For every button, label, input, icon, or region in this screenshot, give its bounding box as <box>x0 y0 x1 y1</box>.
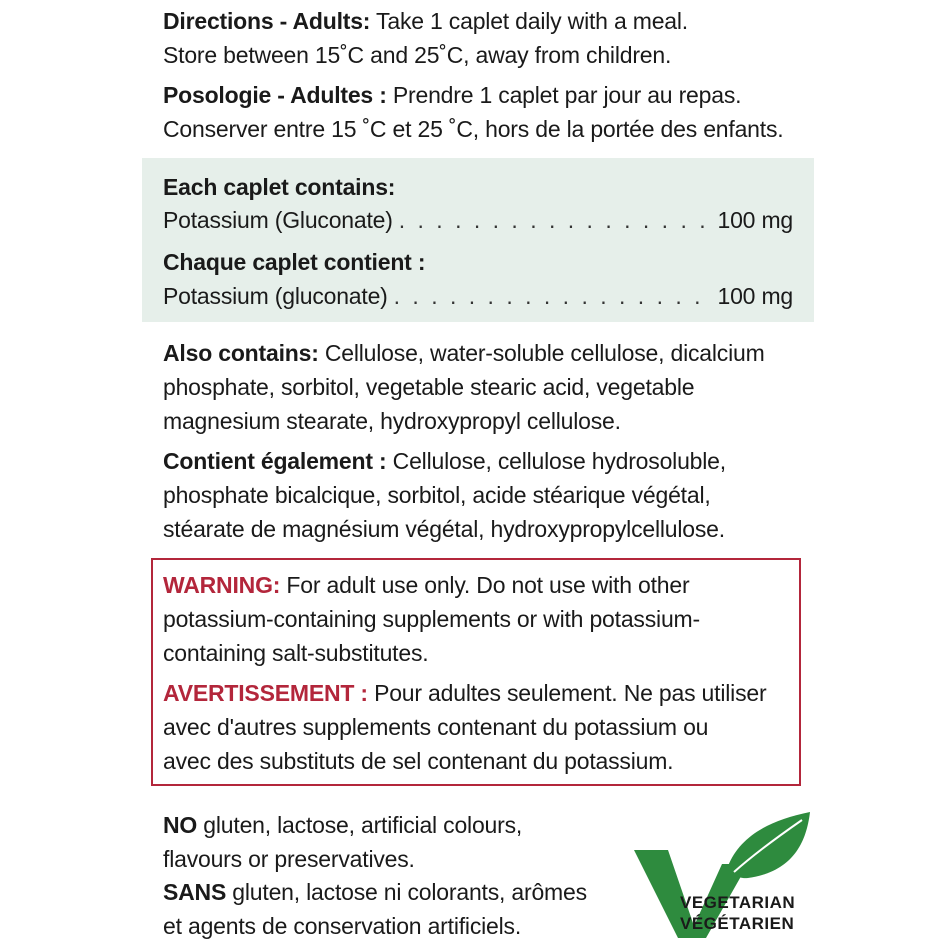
warning-fr-line: avec des substituts de sel contenant du potassium. <box>163 748 674 774</box>
free-from-fr <box>163 875 623 943</box>
warning-en <box>163 568 823 670</box>
free-from-en-line: gluten, lactose, artificial colours, <box>197 812 523 838</box>
warning-fr <box>163 676 823 778</box>
also-contains-fr-line: stéarate de magnésium végétal, hydroxypropylcellulose. <box>163 516 725 542</box>
free-from-fr-label: SANS <box>163 879 227 905</box>
contents-en-title: Each caplet contains: <box>163 174 396 200</box>
warning-en-line: containing salt-substitutes. <box>163 640 429 666</box>
warning-en-line: For adult use only. Do not use with other <box>280 572 690 598</box>
also-contains-en-label: Also contains: <box>163 340 319 366</box>
warning-fr-label: AVERTISSEMENT : <box>163 680 368 706</box>
directions-fr-storage: Conserver entre 15 ˚C et 25 ˚C, hors de la portée des enfants. <box>163 116 784 142</box>
also-contains-fr <box>163 444 823 546</box>
vegetarian-label-en: VEGETARIAN <box>680 893 796 912</box>
contents-en-ingredient: Potassium (Gluconate) <box>163 207 393 233</box>
directions-en-label: Directions - Adults: <box>163 8 371 34</box>
contents-fr-row <box>163 283 793 310</box>
contents-en-row <box>163 207 793 234</box>
warning-fr-line: Pour adultes seulement. Ne pas utiliser <box>367 680 767 706</box>
warning-fr-line: avec d'autres supplements contenant du potassium ou <box>163 714 709 740</box>
dot-leader <box>394 283 712 310</box>
directions-en-storage: Store between 15˚C and 25˚C, away from children. <box>163 42 672 68</box>
directions-fr-label: Posologie - Adultes : <box>163 82 387 108</box>
contents-fr-ingredient: Potassium (gluconate) <box>163 283 388 309</box>
also-contains-en <box>163 336 823 438</box>
free-from-en-label: NO <box>163 812 198 838</box>
also-contains-en-line: phosphate, sorbitol, vegetable stearic acid, vegetable <box>163 374 695 400</box>
contents-fr-amount: 100 mg <box>717 283 793 309</box>
directions-fr <box>163 78 823 146</box>
directions-en <box>163 4 823 72</box>
contents-en-amount: 100 mg <box>717 207 793 233</box>
free-from-en <box>163 808 623 876</box>
also-contains-fr-label: Contient également : <box>163 448 387 474</box>
vegetarian-label-fr: VÉGÉTARIEN <box>680 914 795 933</box>
also-contains-fr-line: Cellulose, cellulose hydrosoluble, <box>386 448 726 474</box>
directions-en-text: Take 1 caplet daily with a meal. <box>370 8 688 34</box>
dot-leader <box>399 207 712 234</box>
also-contains-fr-line: phosphate bicalcique, sorbitol, acide stéarique végétal, <box>163 482 711 508</box>
warning-en-label: WARNING: <box>163 572 281 598</box>
directions-fr-text: Prendre 1 caplet par jour au repas. <box>386 82 742 108</box>
free-from-fr-line: et agents de conservation artificiels. <box>163 913 522 939</box>
also-contains-en-line: Cellulose, water-soluble cellulose, dicalcium <box>318 340 765 366</box>
contents-fr-title: Chaque caplet contient : <box>163 249 426 275</box>
free-from-en-line: flavours or preservatives. <box>163 846 415 872</box>
also-contains-en-line: magnesium stearate, hydroxypropyl cellulose. <box>163 408 621 434</box>
warning-en-line: potassium-containing supplements or with potassium- <box>163 606 700 632</box>
free-from-fr-line: gluten, lactose ni colorants, arômes <box>226 879 587 905</box>
